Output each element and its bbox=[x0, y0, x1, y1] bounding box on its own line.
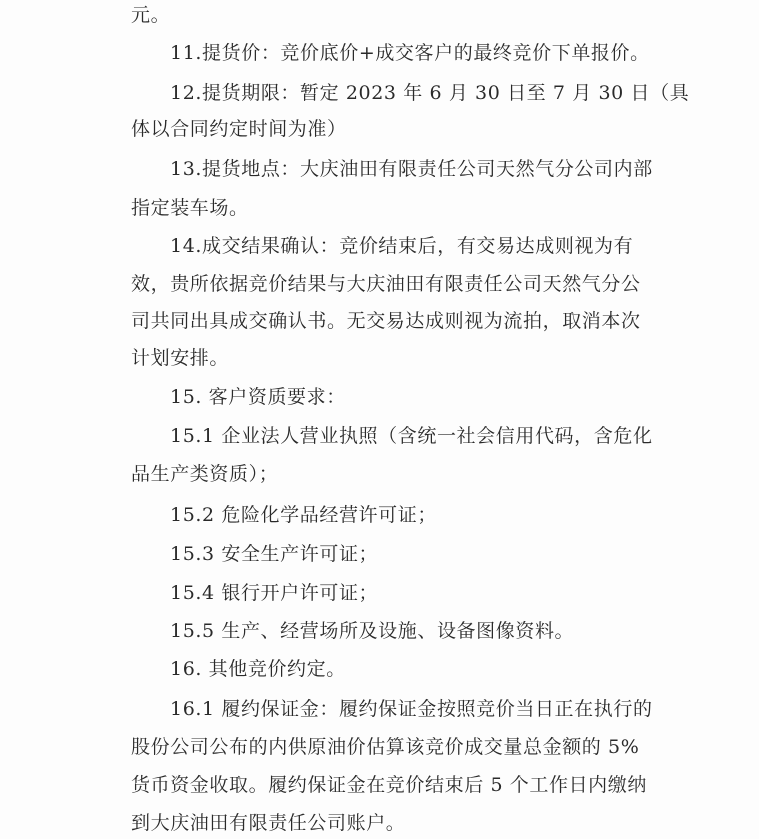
item-15-1-continuation: 品生产类资质）； bbox=[131, 463, 279, 485]
item-16-1-continuation-2: 货币资金收取。履约保证金在竞价结束后 5 个工作日内缴纳 bbox=[131, 774, 647, 796]
item-14-result-confirmation: 14.成交结果确认：竞价结束后，有交易达成则视为有 bbox=[170, 235, 634, 257]
item-15-5-facility-images: 15.5 生产、经营场所及设施、设备图像资料。 bbox=[170, 620, 575, 642]
item-16-other-terms-heading: 16. 其他竞价约定。 bbox=[170, 658, 346, 680]
item-11-pickup-price: 11.提货价：竞价底价+成交客户的最终竞价下单报价。 bbox=[170, 42, 650, 64]
text-line-continuation: 元。 bbox=[131, 4, 171, 26]
item-15-3-safety-license: 15.3 安全生产许可证； bbox=[170, 543, 379, 565]
item-12-continuation: 体以合同约定时间为准） bbox=[131, 118, 347, 140]
item-13-pickup-location: 13.提货地点：大庆油田有限责任公司天然气分公司内部 bbox=[170, 158, 653, 180]
item-14-continuation-2: 司共同出具成交确认书。无交易达成则视为流拍，取消本次 bbox=[131, 310, 641, 332]
item-15-4-bank-license: 15.4 银行开户许可证； bbox=[170, 582, 379, 604]
item-16-1-performance-bond: 16.1 履约保证金：履约保证金按照竞价当日正在执行的 bbox=[170, 698, 653, 720]
item-13-continuation: 指定装车场。 bbox=[131, 197, 249, 219]
item-16-1-continuation-1: 股份公司公布的内供原油价估算该竞价成交量总金额的 5% bbox=[131, 736, 640, 758]
item-14-continuation-1: 效，贵所依据竞价结果与大庆油田有限责任公司天然气分公 bbox=[131, 273, 641, 295]
item-15-2-hazardous-license: 15.2 危险化学品经营许可证； bbox=[170, 504, 437, 526]
item-12-pickup-period: 12.提货期限：暂定 2023 年 6 月 30 日至 7 月 30 日（具 bbox=[170, 82, 690, 104]
item-14-continuation-3: 计划安排。 bbox=[131, 347, 230, 369]
item-15-qualification-heading: 15. 客户资质要求： bbox=[170, 386, 346, 408]
item-15-1-business-license: 15.1 企业法人营业执照（含统一社会信用代码，含危化 bbox=[170, 425, 653, 447]
item-16-1-continuation-3: 到大庆油田有限责任公司账户。 bbox=[131, 812, 406, 834]
